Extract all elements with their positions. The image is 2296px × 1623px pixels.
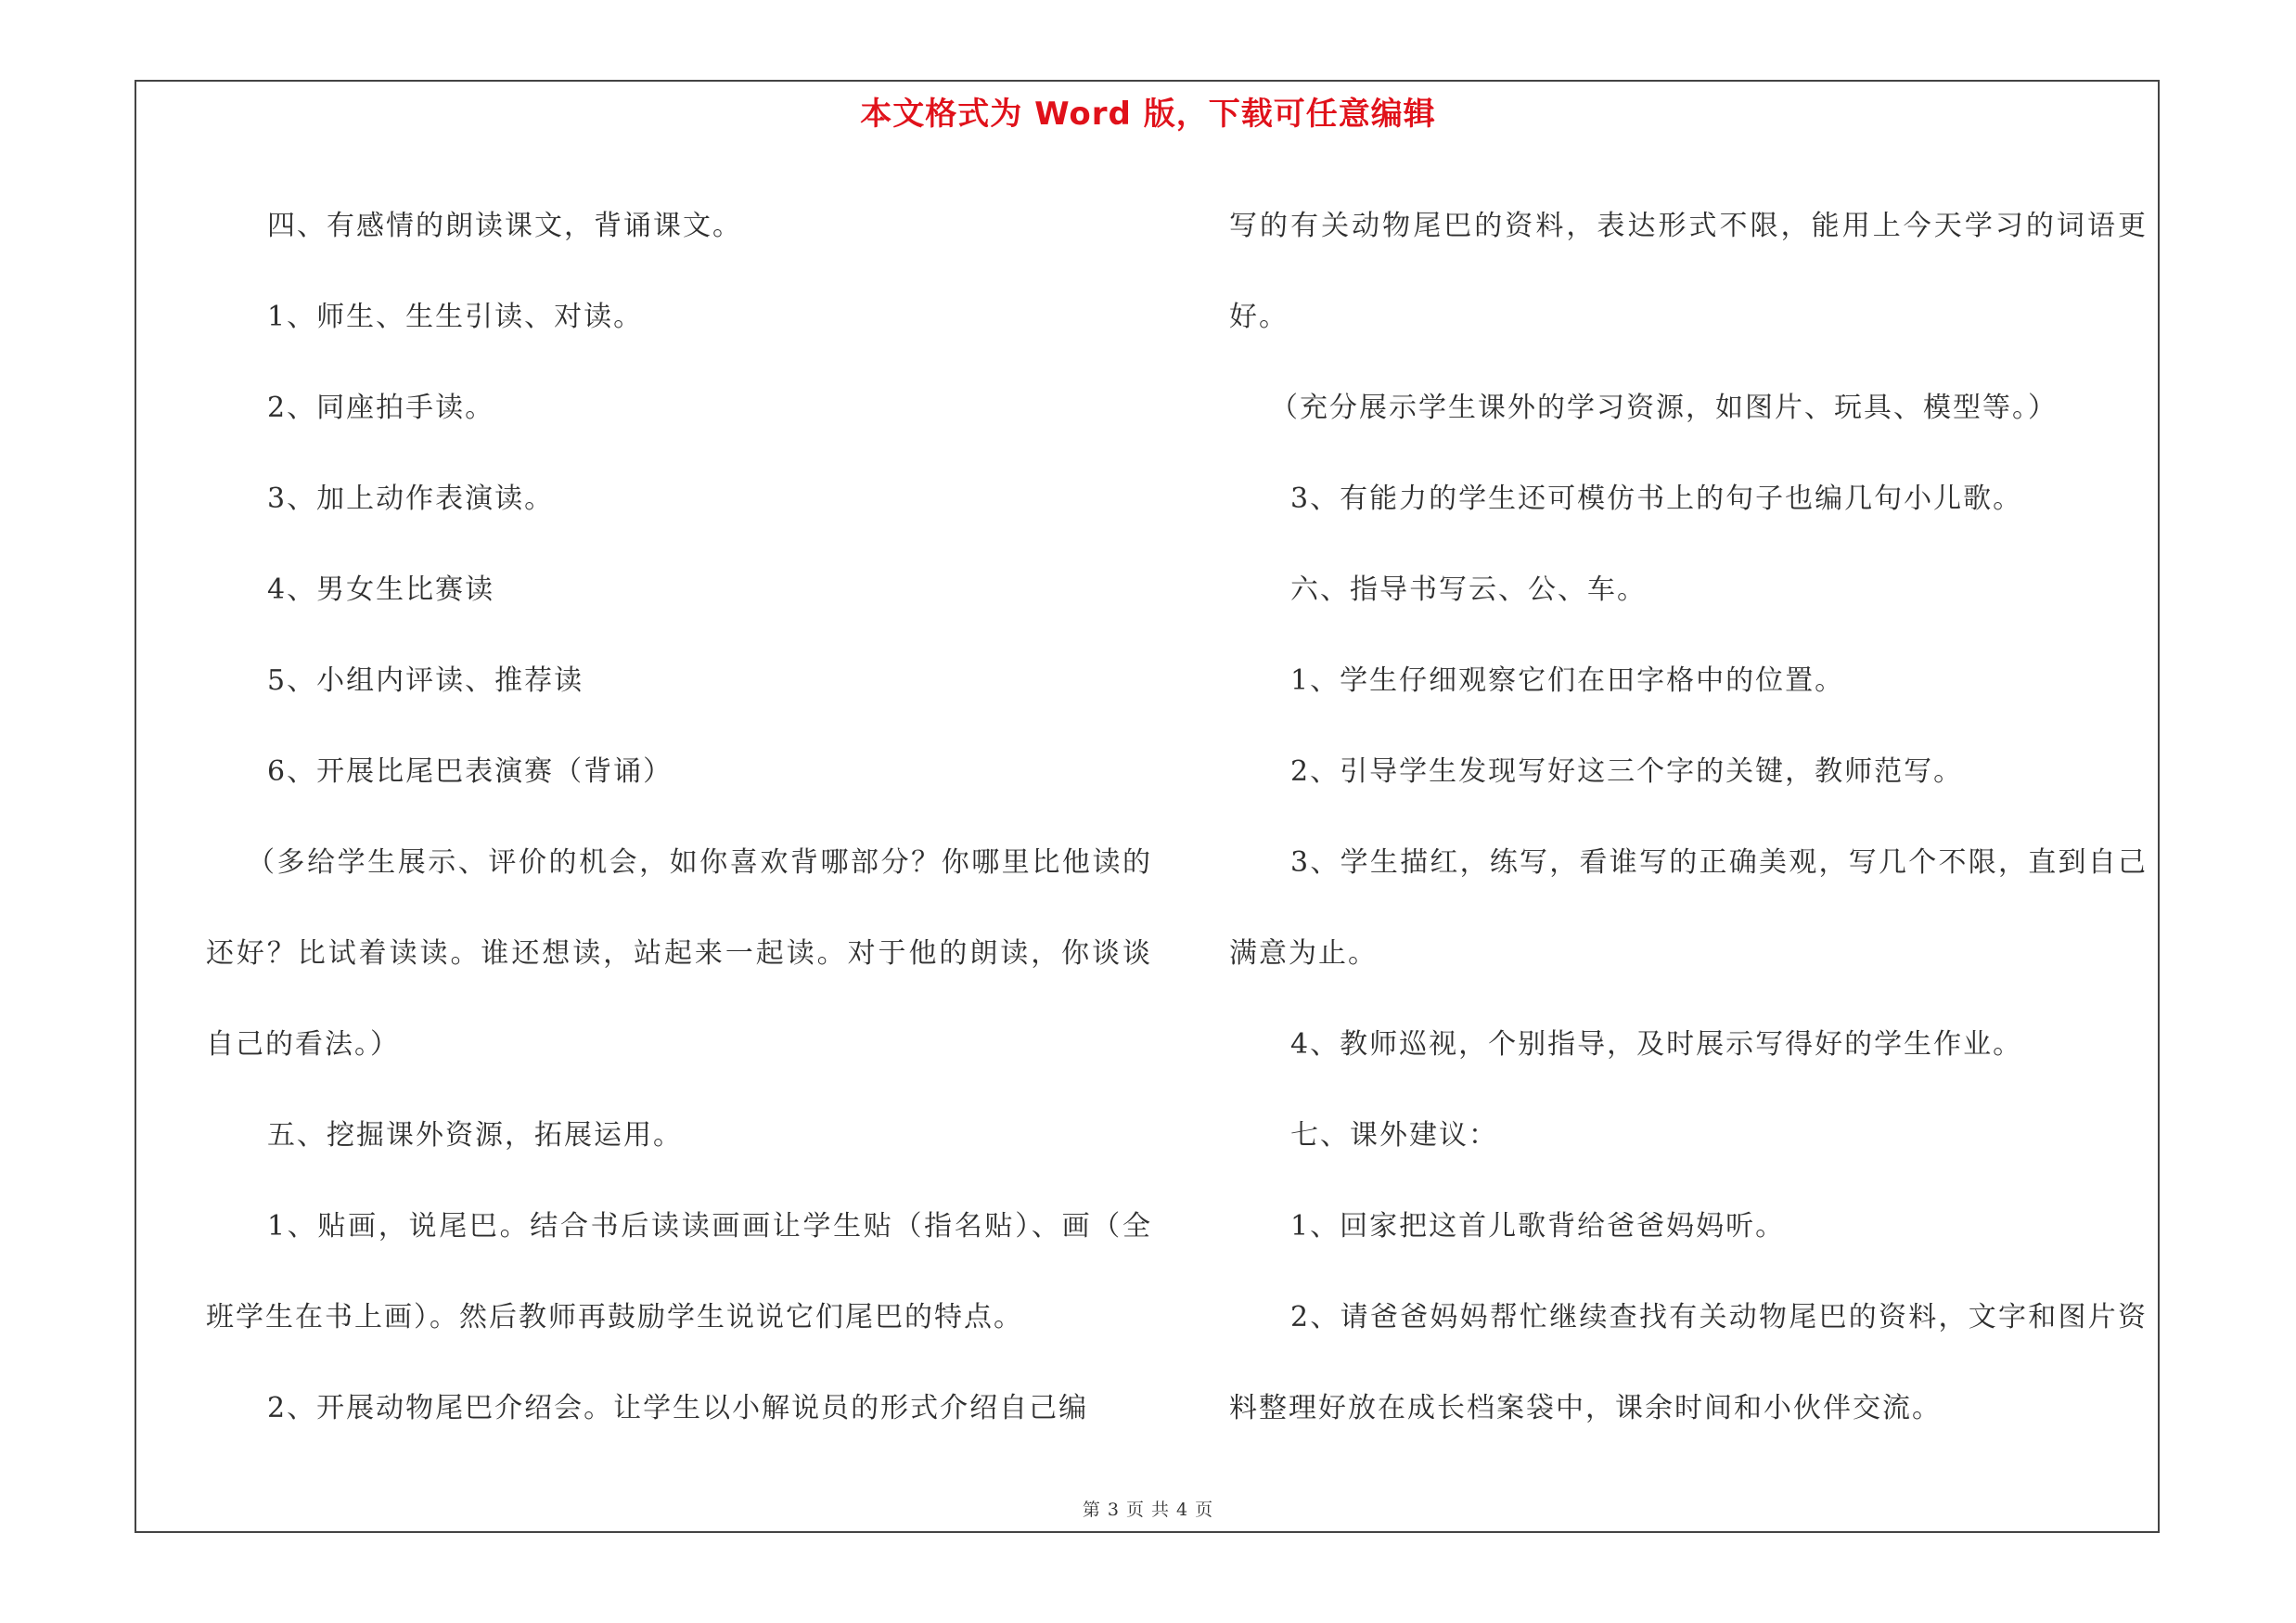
- paragraph: 四、有感情的朗读课文，背诵课文。: [267, 210, 742, 242]
- paragraph: 3、有能力的学生还可模仿书上的句子也编几句小儿歌。: [1290, 483, 2023, 515]
- paragraph: 1、贴画，说尾巴。结合书后读读画画让学生贴（指名贴）、画（全班学生在书上画）。然后教师再鼓励学生说说它们尾巴的特点。: [206, 1210, 1152, 1333]
- paragraph: 1、学生仔细观察它们在田字格中的位置。: [1290, 664, 1845, 697]
- paragraph: 2、同座拍手读。: [267, 392, 495, 424]
- paragraph: 五、挖掘课外资源，拓展运用。: [267, 1119, 683, 1152]
- paragraph: （多给学生展示、评价的机会，如你喜欢背哪部分？你哪里比他读的还好？比试着读读。谁还想读，站起来一起读。对于他的朗读，你谈谈自己的看法。）: [206, 846, 1152, 1061]
- paragraph: 2、请爸爸妈妈帮忙继续查找有关动物尾巴的资料，文字和图片资料整理好放在成长档案袋中，课余时间和小伙伴交流。: [1229, 1301, 2148, 1424]
- paragraph: 1、回家把这首儿歌背给爸爸妈妈听。: [1290, 1210, 1786, 1243]
- paragraph: （充分展示学生课外的学习资源，如图片、玩具、模型等。）: [1270, 392, 2058, 424]
- paragraph: 6、开展比尾巴表演赛（背诵）: [267, 755, 673, 788]
- paragraph: 七、课外建议：: [1290, 1119, 1498, 1152]
- paragraph: 六、指导书写云、公、车。: [1290, 573, 1647, 606]
- paragraph: 写的有关动物尾巴的资料，表达形式不限，能用上今天学习的词语更好。: [1229, 210, 2148, 333]
- page-number: 第 3 页 共 4 页: [1082, 1500, 1214, 1520]
- left-column: [206, 181, 1152, 1454]
- paragraph: 5、小组内评读、推荐读: [267, 664, 584, 697]
- paragraph: 4、男女生比赛读: [267, 573, 495, 606]
- paragraph: 3、加上动作表演读。: [267, 483, 555, 515]
- format-banner: 本文格式为 Word 版，下载可任意编辑: [860, 96, 1436, 133]
- paragraph: 1、师生、生生引读、对读。: [267, 301, 644, 333]
- paragraph: 2、开展动物尾巴介绍会。让学生以小解说员的形式介绍自己编: [267, 1392, 1089, 1424]
- paragraph: 2、引导学生发现写好这三个字的关键，教师范写。: [1290, 755, 1964, 788]
- right-column: [1229, 181, 2148, 1454]
- paragraph: 3、学生描红，练写，看谁写的正确美观，写几个不限，直到自己满意为止。: [1229, 846, 2148, 970]
- paragraph: 4、教师巡视，个别指导，及时展示写得好的学生作业。: [1290, 1028, 2023, 1061]
